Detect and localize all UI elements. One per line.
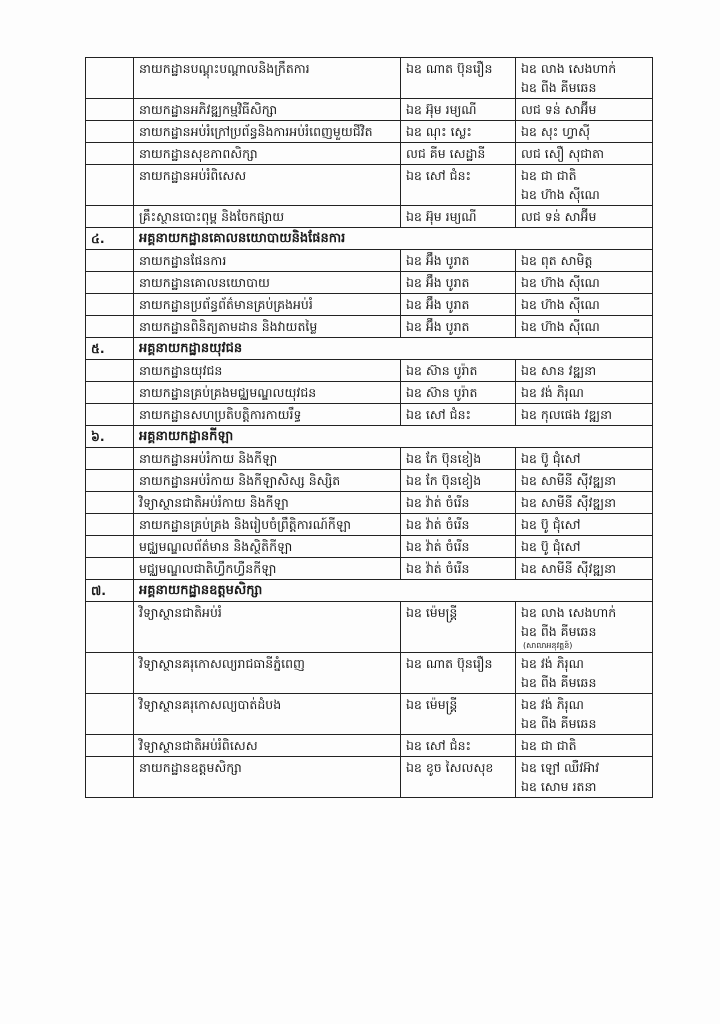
head-name: ឯឧ វ៉ាត់ ចំរើន: [401, 536, 516, 558]
deputy-name: ឯឧ ពីង គីមឆេន: [521, 624, 597, 639]
section-header-row: [86, 580, 653, 602]
table-row: [86, 272, 653, 294]
deputy-name: ឯឧ វង់ ភិរុណ: [521, 656, 584, 671]
section-header-row: [86, 338, 653, 360]
deputy-name: ឯឧ វង់ ភិរុណ: [521, 697, 584, 712]
deputy-name: ឯឧ កុលផេង វឌ្ឍនា: [521, 407, 613, 422]
section-title: អគ្គនាយកដ្ឋានគោលនយោបាយនិងផែនការ: [134, 228, 653, 250]
unit-name: នាយកដ្ឋានអភិវឌ្ឍកម្មវិធីសិក្សា: [134, 99, 401, 121]
unit-name: នាយកដ្ឋានសហប្រតិបត្តិការកាយរឹទ្ធ: [134, 404, 401, 426]
section-number-cell: [86, 121, 134, 143]
section-header-row: [86, 426, 653, 448]
table-row: [86, 206, 653, 228]
deputy-name: ឯឧ ហ៊ាង ស៊ីណេ: [521, 319, 600, 334]
section-number: ៥.: [91, 341, 105, 356]
table-row: [86, 492, 653, 514]
head-name: ឯឧ វ៉ាត់ ចំរើន: [401, 558, 516, 580]
section-number-cell: [86, 143, 134, 165]
head-name: ឯឧ ណុះ ស្លេះ: [401, 121, 516, 143]
deputy-name: លជ សឿ សុជាតា: [521, 146, 605, 161]
head-name: ឯឧ ណាត ប៊ុនរឿន: [401, 58, 516, 99]
section-number-cell: [86, 757, 134, 798]
deputy-name: ឯឧ ឡៅ ឈឺវអ៊ាវ: [521, 760, 600, 775]
section-number-cell: [86, 338, 134, 360]
table-row: [86, 58, 653, 99]
section-number-cell: [86, 426, 134, 448]
section-number-cell: [86, 404, 134, 426]
deputy-name: ឯឧ ពីង គីមឆេន: [521, 716, 597, 731]
section-number-cell: [86, 536, 134, 558]
unit-name: នាយកដ្ឋានអប់រំកាយ និងកីឡា: [134, 448, 401, 470]
unit-name: វិទ្យាស្ថានគរុកោសល្យរាជធានីភ្នំពេញ: [134, 653, 401, 694]
deputy-names: [516, 165, 653, 206]
section-number-cell: [86, 250, 134, 272]
deputy-name: លជ ទន់ សាអ៊ីម: [521, 209, 597, 224]
deputy-names: [516, 316, 653, 338]
section-title: អគ្គនាយកដ្ឋានយុវជន: [134, 338, 653, 360]
section-number: ៤.: [91, 231, 105, 246]
head-name: ឯឧ អ៊ុម រម្យណី: [401, 99, 516, 121]
deputy-name: ឯឧ សាន វឌ្ឍនា: [521, 363, 597, 378]
head-name: ឯឧ អ៊ឹង បូរាត: [401, 250, 516, 272]
deputy-name: ឯឧ ជា ជាតិ: [521, 738, 577, 753]
table-row: [86, 316, 653, 338]
section-number-cell: [86, 382, 134, 404]
section-number-cell: [86, 272, 134, 294]
head-name: ឯឧ ណាត ប៊ុនរឿន: [401, 653, 516, 694]
deputy-names: [516, 448, 653, 470]
unit-name: នាយកដ្ឋានបណ្តុះបណ្តាលនិងក្រឹតការ: [134, 58, 401, 99]
deputy-names: [516, 694, 653, 735]
unit-name: មជ្ឈមណ្ឌលជាតិហ្វឹកហ្វឺនកីឡា: [134, 558, 401, 580]
deputy-name: ឯឧ សាមីនី ស៊ីវឌ្ឍនា: [521, 495, 616, 510]
deputy-name: ឯឧ លាង សេងហាក់: [521, 605, 617, 620]
deputy-name: ឯឧ សាមីនី ស៊ីវឌ្ឍនា: [521, 561, 616, 576]
table-row: [86, 121, 653, 143]
head-name: ឯឧ អ៊ឹង បូរាត: [401, 316, 516, 338]
table-row: [86, 250, 653, 272]
deputy-names: [516, 121, 653, 143]
unit-name: នាយកដ្ឋានគ្រប់គ្រង និងរៀបចំព្រឹត្តិការណ៍កីឡា: [134, 514, 401, 536]
table-row: [86, 99, 653, 121]
head-name: ឯឧ កែ ប៊ុនខៀង: [401, 448, 516, 470]
section-header-row: [86, 228, 653, 250]
head-name: ឯឧ ម៉េមន្ត្រី: [401, 602, 516, 653]
unit-name: នាយកដ្ឋានអប់រំក្រៅប្រព័ន្ធនិងការអប់រំពេញមួយជីវិត: [134, 121, 401, 143]
head-name: ឯឧ ខូច សៃលសុខ: [401, 757, 516, 798]
table-row: [86, 536, 653, 558]
deputy-names: [516, 272, 653, 294]
unit-name: វិទ្យាស្ថានជាតិអប់រំ: [134, 602, 401, 653]
section-title: អគ្គនាយកដ្ឋានឧត្តមសិក្សា: [134, 580, 653, 602]
deputy-names: [516, 492, 653, 514]
unit-name: គ្រឹះស្ថានបោះពុម្ព និងចែកផ្សាយ: [134, 206, 401, 228]
deputy-names: [516, 536, 653, 558]
section-number: ៦.: [91, 429, 105, 444]
deputy-names: [516, 143, 653, 165]
deputy-names: [516, 602, 653, 653]
table-row: [86, 360, 653, 382]
section-number-cell: [86, 694, 134, 735]
deputy-name: ឯឧ ជា ជាតិ: [521, 168, 577, 183]
assignment-table: [85, 57, 653, 798]
deputy-names: [516, 514, 653, 536]
section-number-cell: [86, 360, 134, 382]
table-row: [86, 470, 653, 492]
section-number: ៧.: [91, 583, 107, 598]
section-number-cell: [86, 514, 134, 536]
head-name: ឯឧ ម៉េមន្ត្រី: [401, 694, 516, 735]
section-number-cell: [86, 580, 134, 602]
section-number-cell: [86, 294, 134, 316]
section-number-cell: [86, 448, 134, 470]
deputy-names: [516, 250, 653, 272]
deputy-name: ឯឧ វង់ ភិរុណ: [521, 385, 584, 400]
head-name: ឯឧ ស៊ាន បូរ៉ាត: [401, 382, 516, 404]
unit-name: នាយកដ្ឋានឧត្តមសិក្សា: [134, 757, 401, 798]
head-name: ឯឧ សៅ ជំនះ: [401, 165, 516, 206]
table-row: [86, 382, 653, 404]
deputy-names: [516, 99, 653, 121]
section-number-cell: [86, 653, 134, 694]
section-number-cell: [86, 558, 134, 580]
unit-name: វិទ្យាស្ថានជាតិអប់រំពិសេស: [134, 735, 401, 757]
unit-name: នាយកដ្ឋានគោលនយោបាយ: [134, 272, 401, 294]
unit-name: នាយកដ្ឋានសុខភាពសិក្សា: [134, 143, 401, 165]
deputy-names: [516, 58, 653, 99]
deputy-names: [516, 294, 653, 316]
table-row: [86, 653, 653, 694]
head-name: ឯឧ អ៊ុម រម្យណី: [401, 206, 516, 228]
deputy-name: ឯឧ ហ៊ាង ស៊ីណេ: [521, 297, 600, 312]
deputy-name: ឯឧ ហ៊ាង ស៊ីណេ: [521, 187, 600, 202]
unit-name: វិទ្យាស្ថានជាតិអប់រំកាយ និងកីឡា: [134, 492, 401, 514]
head-name: ឯឧ ស៊ាន បូរ៉ាត: [401, 360, 516, 382]
unit-name: វិទ្យាស្ថានគរុកោសល្យបាត់ដំបង: [134, 694, 401, 735]
table-row: [86, 602, 653, 653]
deputy-names: [516, 558, 653, 580]
deputy-name: ឯឧ ពីង គីមឆេន: [521, 675, 597, 690]
deputy-name: លជ ទន់ សាអ៊ីម: [521, 102, 597, 117]
deputy-names: [516, 404, 653, 426]
deputy-name: ឯឧ ហ៊ាង ស៊ីណេ: [521, 275, 600, 290]
deputy-name: ឯឧ សាមីនី ស៊ីវឌ្ឍនា: [521, 473, 616, 488]
table-row: [86, 757, 653, 798]
deputy-name: ឯឧ ប៊ូ ជុំសៅ: [521, 539, 581, 554]
table-row: [86, 294, 653, 316]
head-name: ឯឧ អ៊ឹង បូរាត: [401, 272, 516, 294]
table-row: [86, 448, 653, 470]
table-row: [86, 694, 653, 735]
head-name: ឯឧ កែ ប៊ុនខៀង: [401, 470, 516, 492]
table-row: [86, 558, 653, 580]
section-number-cell: [86, 228, 134, 250]
table-row: [86, 735, 653, 757]
head-name: ឯឧ អ៊ឹង បូរាត: [401, 294, 516, 316]
table-row: [86, 514, 653, 536]
unit-name: នាយកដ្ឋានអប់រំពិសេស: [134, 165, 401, 206]
section-number-cell: [86, 735, 134, 757]
head-name: ឯឧ សៅ ជំនះ: [401, 404, 516, 426]
section-number-cell: [86, 58, 134, 99]
section-title: អគ្គនាយកដ្ឋានកីឡា: [134, 426, 653, 448]
deputy-names: [516, 360, 653, 382]
assignment-table-body: [86, 58, 653, 798]
unit-name: មជ្ឈមណ្ឌលព័ត៌មាន និងស្ថិតិកីឡា: [134, 536, 401, 558]
deputy-name: ឯឧ លាង សេងហាក់: [521, 61, 617, 76]
table-row: [86, 404, 653, 426]
deputy-name: ឯឧ ពុត សាមិត្ត: [521, 253, 593, 268]
head-name: ឯឧ វ៉ាត់ ចំរើន: [401, 492, 516, 514]
head-name: លជ គីម សេដ្ឋានី: [401, 143, 516, 165]
deputy-name: ឯឧ សុះ ហ្វាស៊ី: [521, 124, 590, 139]
deputy-name: ឯឧ ប៊ូ ជុំសៅ: [521, 517, 581, 532]
section-number-cell: [86, 165, 134, 206]
unit-name: នាយកដ្ឋានប្រព័ន្ធព័ត៌មានគ្រប់គ្រងអប់រំ: [134, 294, 401, 316]
deputy-name: ឯឧ ប៊ូ ជុំសៅ: [521, 451, 581, 466]
deputy-names: [516, 757, 653, 798]
section-number-cell: [86, 99, 134, 121]
table-row: [86, 165, 653, 206]
deputy-names: [516, 653, 653, 694]
unit-name: នាយកដ្ឋានយុវជន: [134, 360, 401, 382]
deputy-names: [516, 735, 653, 757]
section-number-cell: [86, 492, 134, 514]
head-name: ឯឧ សៅ ជំនះ: [401, 735, 516, 757]
deputy-name: ឯឧ សោម រតនា: [521, 779, 597, 794]
deputy-name: ឯឧ ពីង គីមឆេន: [521, 80, 597, 95]
section-number-cell: [86, 316, 134, 338]
table-row: [86, 143, 653, 165]
section-number-cell: [86, 470, 134, 492]
deputy-names: [516, 382, 653, 404]
unit-name: នាយកដ្ឋានគ្រប់គ្រងមជ្ឈមណ្ឌលយុវជន: [134, 382, 401, 404]
section-number-cell: [86, 602, 134, 653]
head-name: ឯឧ វ៉ាត់ ចំរើន: [401, 514, 516, 536]
unit-name: នាយកដ្ឋានផែនការ: [134, 250, 401, 272]
deputy-names: [516, 470, 653, 492]
deputy-note: (សាលាអនុវត្តន៍): [523, 641, 573, 650]
deputy-names: [516, 206, 653, 228]
unit-name: នាយកដ្ឋានអប់រំកាយ និងកីឡាសិស្ស និស្សិត: [134, 470, 401, 492]
unit-name: នាយកដ្ឋានពិនិត្យតាមដាន និងវាយតម្លៃ: [134, 316, 401, 338]
section-number-cell: [86, 206, 134, 228]
